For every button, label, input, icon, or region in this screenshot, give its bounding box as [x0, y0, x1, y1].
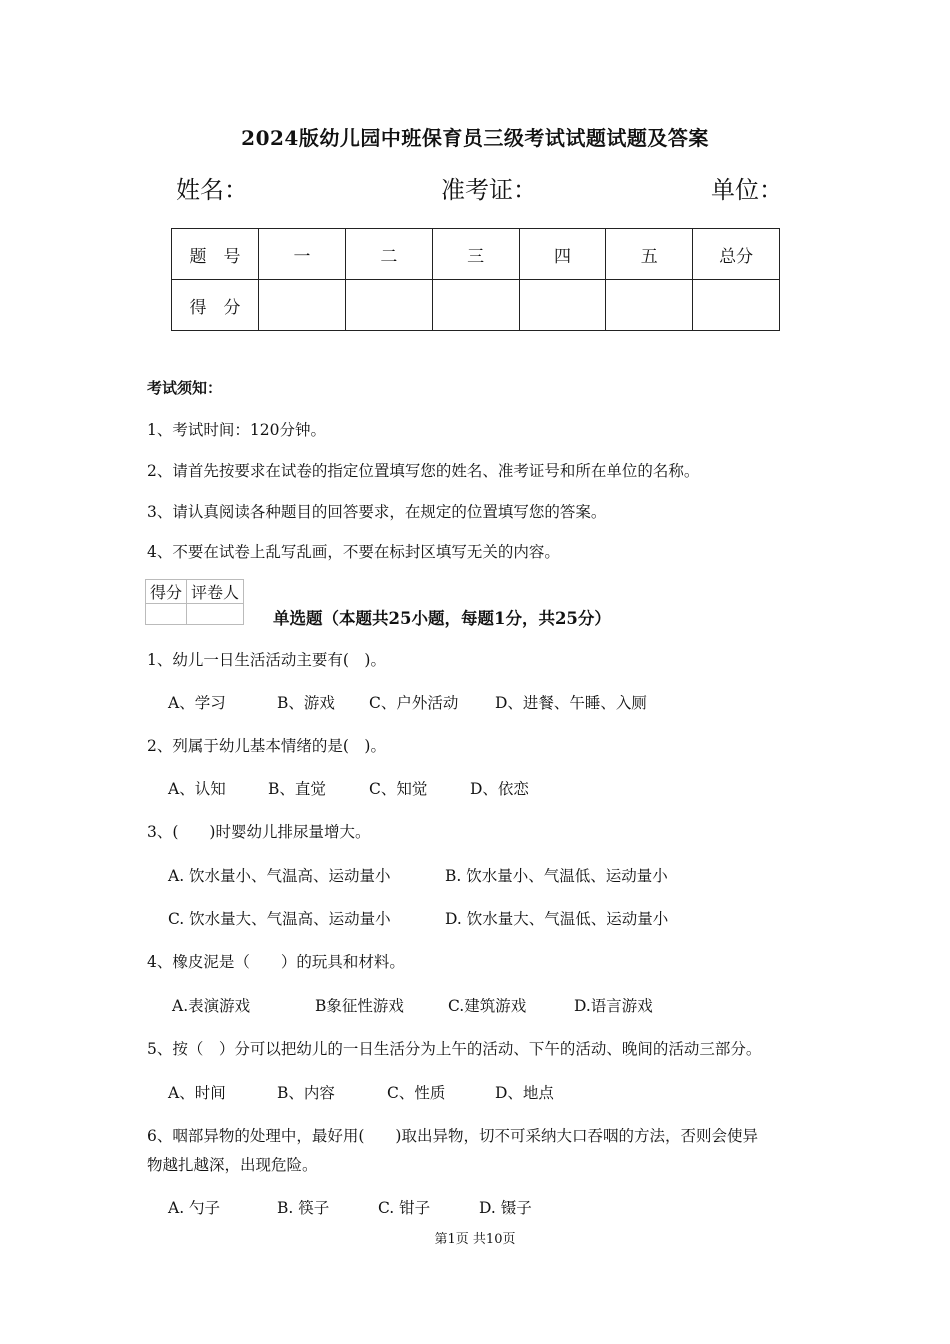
grader-reviewer-label: 评卷人 [187, 580, 244, 604]
score-table-header-row [172, 229, 780, 280]
option: B. 筷子 [277, 1199, 330, 1217]
score-table [171, 228, 780, 331]
notice-item: 3、请认真阅读各种题目的回答要求，在规定的位置填写您的答案。 [147, 503, 607, 521]
notice-item: 4、不要在试卷上乱写乱画，不要在标封区填写无关的内容。 [147, 543, 560, 561]
score-header-cell: 五 [606, 229, 693, 280]
notice-title: 考试须知： [147, 379, 223, 397]
section-title: 单选题（本题共25小题，每题1分，共25分） [273, 609, 611, 628]
question-text: 1、幼儿一日生活活动主要有( )。 [147, 651, 386, 669]
option: D. 镊子 [479, 1199, 532, 1217]
grader-score-cell[interactable] [146, 604, 187, 625]
option: A. 饮水量小、气温高、运动量小 [168, 867, 391, 885]
question-text: 5、按（ ）分可以把幼儿的一日生活分为上午的活动、下午的活动、晚间的活动三部分。 [147, 1040, 762, 1058]
score-header-cell: 二 [345, 229, 432, 280]
score-header-cell: 四 [519, 229, 606, 280]
option: C、知觉 [369, 780, 428, 798]
score-header-cell: 三 [432, 229, 519, 280]
notice-item: 1、考试时间：120分钟。 [147, 421, 326, 439]
score-cell[interactable] [519, 280, 606, 331]
question-text: 3、( )时婴幼儿排尿量增大。 [147, 823, 371, 841]
option: A、认知 [168, 780, 226, 798]
unit-field-label: 单位： [711, 176, 783, 204]
score-header-cell: 总分 [693, 229, 780, 280]
score-header-cell: 题 号 [172, 229, 259, 280]
score-cell[interactable] [693, 280, 780, 331]
page-footer: 第1页 共10页 [434, 1232, 516, 1247]
question-text: 2、列属于幼儿基本情绪的是( )。 [147, 737, 386, 755]
page-title: 2024版幼儿园中班保育员三级考试试题试题及答案 [241, 126, 709, 150]
grader-table [145, 579, 244, 625]
option: C、性质 [387, 1084, 446, 1102]
score-cell[interactable] [259, 280, 346, 331]
option: D、依恋 [470, 780, 529, 798]
score-header-cell: 一 [259, 229, 346, 280]
grader-score-label: 得分 [146, 580, 187, 604]
option: A.表演游戏 [172, 997, 251, 1015]
option: D.语言游戏 [574, 997, 653, 1015]
option: C. 钳子 [378, 1199, 431, 1217]
option: B、直觉 [268, 780, 326, 798]
option: D. 饮水量大、气温低、运动量小 [445, 910, 669, 928]
score-row-label: 得 分 [172, 280, 259, 331]
option: D、地点 [495, 1084, 554, 1102]
grader-reviewer-cell[interactable] [187, 604, 244, 625]
option: C.建筑游戏 [448, 997, 527, 1015]
option: B. 饮水量小、气温低、运动量小 [445, 867, 668, 885]
question-text-continued: 物越扎越深，出现危险。 [147, 1156, 318, 1174]
option: C. 饮水量大、气温高、运动量小 [168, 910, 391, 928]
option: A、时间 [168, 1084, 226, 1102]
option: A、学习 [168, 694, 226, 712]
score-table-score-row [172, 280, 780, 331]
option: B、内容 [277, 1084, 335, 1102]
option: B、游戏 [277, 694, 335, 712]
name-field-label: 姓名： [176, 176, 248, 204]
score-cell[interactable] [432, 280, 519, 331]
question-text: 4、橡皮泥是（ ）的玩具和材料。 [147, 953, 405, 971]
option: A. 勺子 [168, 1199, 221, 1217]
question-text: 6、咽部异物的处理中，最好用( )取出异物，切不可采纳大口吞咽的方法，否则会使异 [147, 1127, 758, 1145]
notice-item: 2、请首先按要求在试卷的指定位置填写您的姓名、准考证号和所在单位的名称。 [147, 462, 700, 480]
score-cell[interactable] [345, 280, 432, 331]
option: D、进餐、午睡、入厕 [495, 694, 647, 712]
option: C、户外活动 [369, 694, 459, 712]
exam-number-field-label: 准考证： [441, 176, 537, 204]
option: B象征性游戏 [315, 997, 404, 1015]
score-cell[interactable] [606, 280, 693, 331]
